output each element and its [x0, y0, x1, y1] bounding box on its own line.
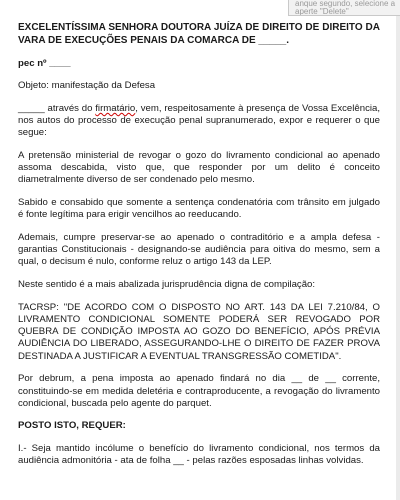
page-edge [396, 16, 400, 500]
hint-tooltip [288, 0, 400, 16]
pec-number: pec nº ____ [18, 57, 71, 69]
jurisprudence-quote: TACRSP: "DE ACORDO COM O DISPOSTO NO ART. 143 DA LEI 7.210/84, O LIVRAMENTO CONDICIONAL SOMENTE PODERÁ SER REVOGADO POR QUEBRA DE CONDIÇÃO IMPOSTA AO GOZO DO BENEFÍCIO, APÓS PRÉVIA AUDIÊNCIA DO LIBERADO, ASSEGURANDO-LHE O DIREITO DE FAZER PROVA DESTINADA A JUSTIFICAR A EVENTUAL TRANSGRESSÃO COMETIDA". [18, 301, 380, 362]
paragraph-3: Sabido e consabido que somente a sentença condenatória com trânsito em julgado é fonte legítima para erigir vencilhos ao reeducando. [18, 197, 380, 221]
objeto-line: Objeto: manifestação da Defesa [18, 80, 156, 92]
paragraph-4: Ademais, cumpre preservar-se ao apenado o contraditório e a ampla defesa - garantias Constitucionais - designando-se audiência para oitiva do mesmo, sem a qual, o decisum é nulo, conforme reluz o artigo 143 da LEP. [18, 232, 380, 268]
paragraph-intro [18, 103, 380, 140]
spellcheck-word[interactable]: firmatário [95, 102, 136, 114]
paragraph-7: Por debrum, a pena imposta ao apenado findará no dia __ de __ corrente, constituindo-se em medida deletéria e contraproducente, a revogação do livramento condicional, buscada pelo agente do parquet. [18, 373, 380, 409]
request-item-1: I.- Seja mantido incólume o benefício do livramento condicional, nos termos da audiência admonitória - ata de folha __ - pelas razões esposadas linhas volvidas. [18, 443, 380, 467]
intro-rest: , vem, respeitosamente à presença de Vossa Excelência, nos autos do processo de execução penal supranumerado, expor e requerer o que segue: [18, 102, 380, 139]
paragraph-5: Neste sentido é a mais abalizada jurisprudência digna de compilação: [18, 279, 316, 291]
document-body [18, 22, 380, 478]
tooltip-line-2: aperte "Delete" [295, 7, 349, 16]
tooltip-line-1: anque segundo, selecione a [295, 0, 396, 8]
requer-heading: POSTO ISTO, REQUER: [18, 420, 126, 432]
paragraph-2: A pretensão ministerial de revogar o gozo do livramento condicional ao apenado assoma descabida, visto que, que responder por um delito é conceito diametralmente diverso de ser condenado pelo mesmo. [18, 150, 380, 186]
document-heading: EXCELENTÍSSIMA SENHORA DOUTORA JUÍZA DE DIREITO DE DIREITO DA VARA DE EXECUÇÕES PENAIS DA COMARCA DE _____. [18, 22, 380, 46]
intro-prefix: _____ através do [18, 102, 96, 114]
